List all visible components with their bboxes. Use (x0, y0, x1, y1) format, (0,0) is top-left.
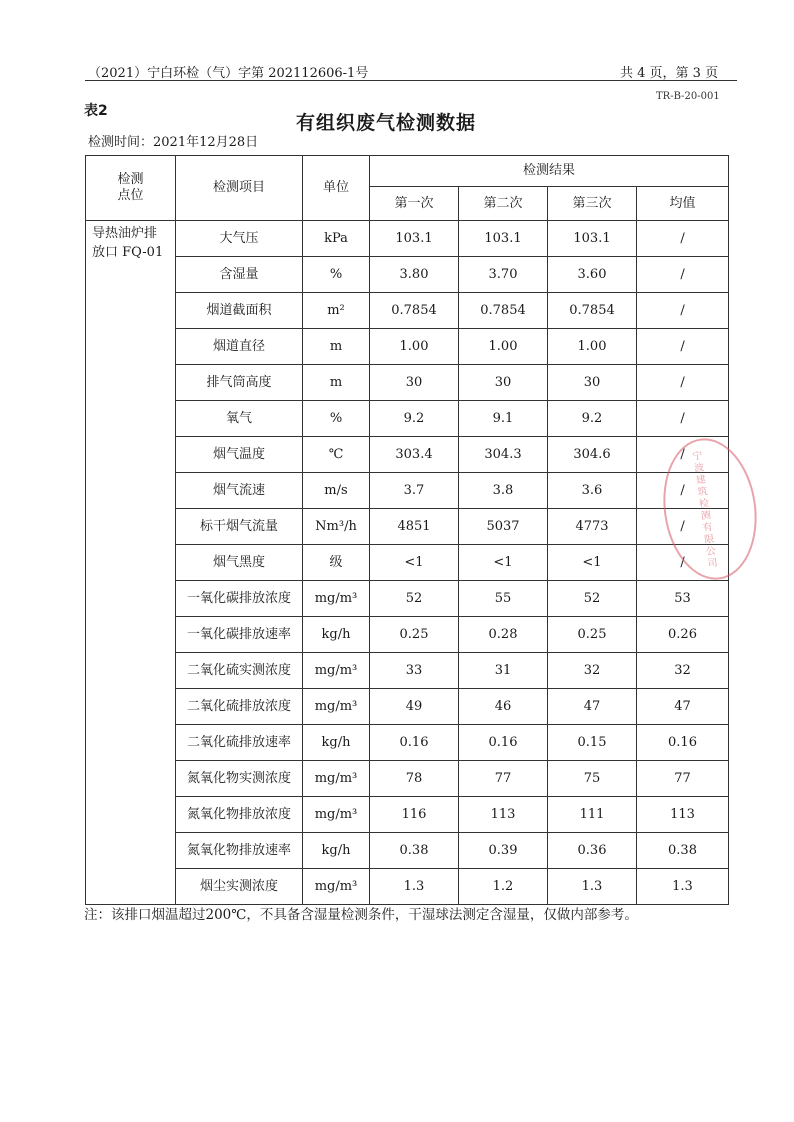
item-cell: 氧气 (176, 401, 303, 437)
table-row (86, 329, 729, 365)
result-3-cell: 0.7854 (548, 293, 637, 329)
table-row (86, 257, 729, 293)
emission-data-table (85, 155, 729, 905)
result-1-cell: 116 (370, 797, 459, 833)
unit-cell: kg/h (303, 617, 370, 653)
item-cell: 大气压 (176, 221, 303, 257)
item-cell: 排气筒高度 (176, 365, 303, 401)
result-3-cell: 32 (548, 653, 637, 689)
item-cell: 氮氧化物排放浓度 (176, 797, 303, 833)
result-3-cell: 4773 (548, 509, 637, 545)
col-header-unit: 单位 (303, 156, 370, 221)
header-divider (85, 80, 737, 81)
table-row (86, 761, 729, 797)
unit-cell: kPa (303, 221, 370, 257)
seal-text: 宁波建筑检测有限公司 (691, 450, 719, 570)
unit-cell: mg/m³ (303, 869, 370, 905)
table-row (86, 365, 729, 401)
result-1-cell: 1.00 (370, 329, 459, 365)
unit-cell: % (303, 401, 370, 437)
item-cell: 氮氧化物实测浓度 (176, 761, 303, 797)
result-3-cell: <1 (548, 545, 637, 581)
result-2-cell: 31 (459, 653, 548, 689)
unit-cell: m (303, 365, 370, 401)
result-3-cell: 111 (548, 797, 637, 833)
result-1-cell: 0.38 (370, 833, 459, 869)
item-cell: 含湿量 (176, 257, 303, 293)
unit-cell: mg/m³ (303, 797, 370, 833)
result-1-cell: 33 (370, 653, 459, 689)
table-row (86, 617, 729, 653)
item-cell: 二氧化硫实测浓度 (176, 653, 303, 689)
result-3-cell: 1.00 (548, 329, 637, 365)
item-cell: 标干烟气流量 (176, 509, 303, 545)
col-header-average: 均值 (637, 187, 729, 221)
test-date: 检测时间：2021年12月28日 (88, 135, 259, 150)
result-1-cell: 9.2 (370, 401, 459, 437)
item-cell: 烟尘实测浓度 (176, 869, 303, 905)
result-1-cell: 30 (370, 365, 459, 401)
result-3-cell: 304.6 (548, 437, 637, 473)
unit-cell: % (303, 257, 370, 293)
average-cell: 0.26 (637, 617, 729, 653)
average-cell: / (637, 221, 729, 257)
col-header-item: 检测项目 (176, 156, 303, 221)
average-cell: / (637, 545, 729, 581)
result-2-cell: 1.2 (459, 869, 548, 905)
result-1-cell: 0.16 (370, 725, 459, 761)
average-cell: / (637, 509, 729, 545)
result-3-cell: 9.2 (548, 401, 637, 437)
result-1-cell: 1.3 (370, 869, 459, 905)
table-row (86, 473, 729, 509)
average-cell: / (637, 365, 729, 401)
result-3-cell: 0.25 (548, 617, 637, 653)
item-cell: 烟气流速 (176, 473, 303, 509)
average-cell: / (637, 437, 729, 473)
result-2-cell: 0.16 (459, 725, 548, 761)
item-cell: 二氧化硫排放速率 (176, 725, 303, 761)
item-cell: 二氧化硫排放浓度 (176, 689, 303, 725)
result-3-cell: 1.3 (548, 869, 637, 905)
result-3-cell: 0.15 (548, 725, 637, 761)
result-2-cell: <1 (459, 545, 548, 581)
table-row (86, 221, 729, 257)
col-header-location: 检测 点位 (86, 156, 176, 221)
result-3-cell: 3.6 (548, 473, 637, 509)
result-1-cell: <1 (370, 545, 459, 581)
col-header-results: 检测结果 (370, 156, 729, 187)
result-3-cell: 3.60 (548, 257, 637, 293)
report-number: （2021）宁白环检（气）字第 202112606-1号 (88, 66, 369, 81)
average-cell: 32 (637, 653, 729, 689)
result-1-cell: 4851 (370, 509, 459, 545)
table-row (86, 437, 729, 473)
col-header-second: 第二次 (459, 187, 548, 221)
result-2-cell: 3.70 (459, 257, 548, 293)
item-cell: 烟道直径 (176, 329, 303, 365)
item-cell: 烟道截面积 (176, 293, 303, 329)
result-1-cell: 103.1 (370, 221, 459, 257)
unit-cell: mg/m³ (303, 653, 370, 689)
result-2-cell: 55 (459, 581, 548, 617)
result-2-cell: 0.28 (459, 617, 548, 653)
unit-cell: mg/m³ (303, 581, 370, 617)
average-cell: / (637, 401, 729, 437)
item-cell: 氮氧化物排放速率 (176, 833, 303, 869)
average-cell: 0.38 (637, 833, 729, 869)
average-cell: 0.16 (637, 725, 729, 761)
result-1-cell: 0.7854 (370, 293, 459, 329)
sampling-location: 导热油炉排 放口 FQ-01 (86, 221, 176, 905)
col-header-first: 第一次 (370, 187, 459, 221)
result-3-cell: 0.36 (548, 833, 637, 869)
unit-cell: m/s (303, 473, 370, 509)
result-2-cell: 9.1 (459, 401, 548, 437)
item-cell: 一氧化碳排放浓度 (176, 581, 303, 617)
result-2-cell: 77 (459, 761, 548, 797)
unit-cell: ℃ (303, 437, 370, 473)
average-cell: 1.3 (637, 869, 729, 905)
average-cell: / (637, 329, 729, 365)
average-cell: 113 (637, 797, 729, 833)
result-3-cell: 75 (548, 761, 637, 797)
average-cell: 47 (637, 689, 729, 725)
table-row (86, 833, 729, 869)
table-header-row (86, 156, 729, 187)
table-row (86, 293, 729, 329)
page-title: 有组织废气检测数据 (296, 112, 477, 134)
page-indicator: 共 4 页，第 3 页 (620, 66, 719, 81)
result-2-cell: 5037 (459, 509, 548, 545)
table-row (86, 653, 729, 689)
average-cell: 77 (637, 761, 729, 797)
table-row (86, 797, 729, 833)
result-2-cell: 304.3 (459, 437, 548, 473)
result-2-cell: 113 (459, 797, 548, 833)
result-1-cell: 78 (370, 761, 459, 797)
table-row (86, 545, 729, 581)
unit-cell: 级 (303, 545, 370, 581)
table-row (86, 725, 729, 761)
result-3-cell: 30 (548, 365, 637, 401)
table-row (86, 401, 729, 437)
result-1-cell: 49 (370, 689, 459, 725)
result-3-cell: 52 (548, 581, 637, 617)
result-2-cell: 0.39 (459, 833, 548, 869)
document-code: TR-B-20-001 (656, 91, 720, 102)
result-2-cell: 30 (459, 365, 548, 401)
result-1-cell: 52 (370, 581, 459, 617)
table-label: 表2 (84, 103, 108, 119)
result-1-cell: 0.25 (370, 617, 459, 653)
table-row (86, 509, 729, 545)
unit-cell: Nm³/h (303, 509, 370, 545)
result-1-cell: 3.80 (370, 257, 459, 293)
item-cell: 烟气温度 (176, 437, 303, 473)
result-1-cell: 303.4 (370, 437, 459, 473)
unit-cell: mg/m³ (303, 761, 370, 797)
unit-cell: m² (303, 293, 370, 329)
result-3-cell: 47 (548, 689, 637, 725)
result-1-cell: 3.7 (370, 473, 459, 509)
item-cell: 烟气黑度 (176, 545, 303, 581)
result-2-cell: 103.1 (459, 221, 548, 257)
average-cell: 53 (637, 581, 729, 617)
result-2-cell: 1.00 (459, 329, 548, 365)
average-cell: / (637, 473, 729, 509)
item-cell: 一氧化碳排放速率 (176, 617, 303, 653)
average-cell: / (637, 293, 729, 329)
unit-cell: kg/h (303, 833, 370, 869)
unit-cell: kg/h (303, 725, 370, 761)
col-header-third: 第三次 (548, 187, 637, 221)
unit-cell: mg/m³ (303, 689, 370, 725)
table-row (86, 581, 729, 617)
table-row (86, 869, 729, 905)
average-cell: / (637, 257, 729, 293)
footnote: 注：该排口烟温超过200℃，不具备含湿量检测条件，干湿球法测定含湿量，仅做内部参考。 (84, 907, 638, 923)
result-2-cell: 3.8 (459, 473, 548, 509)
result-2-cell: 0.7854 (459, 293, 548, 329)
unit-cell: m (303, 329, 370, 365)
table-row (86, 689, 729, 725)
result-2-cell: 46 (459, 689, 548, 725)
result-3-cell: 103.1 (548, 221, 637, 257)
